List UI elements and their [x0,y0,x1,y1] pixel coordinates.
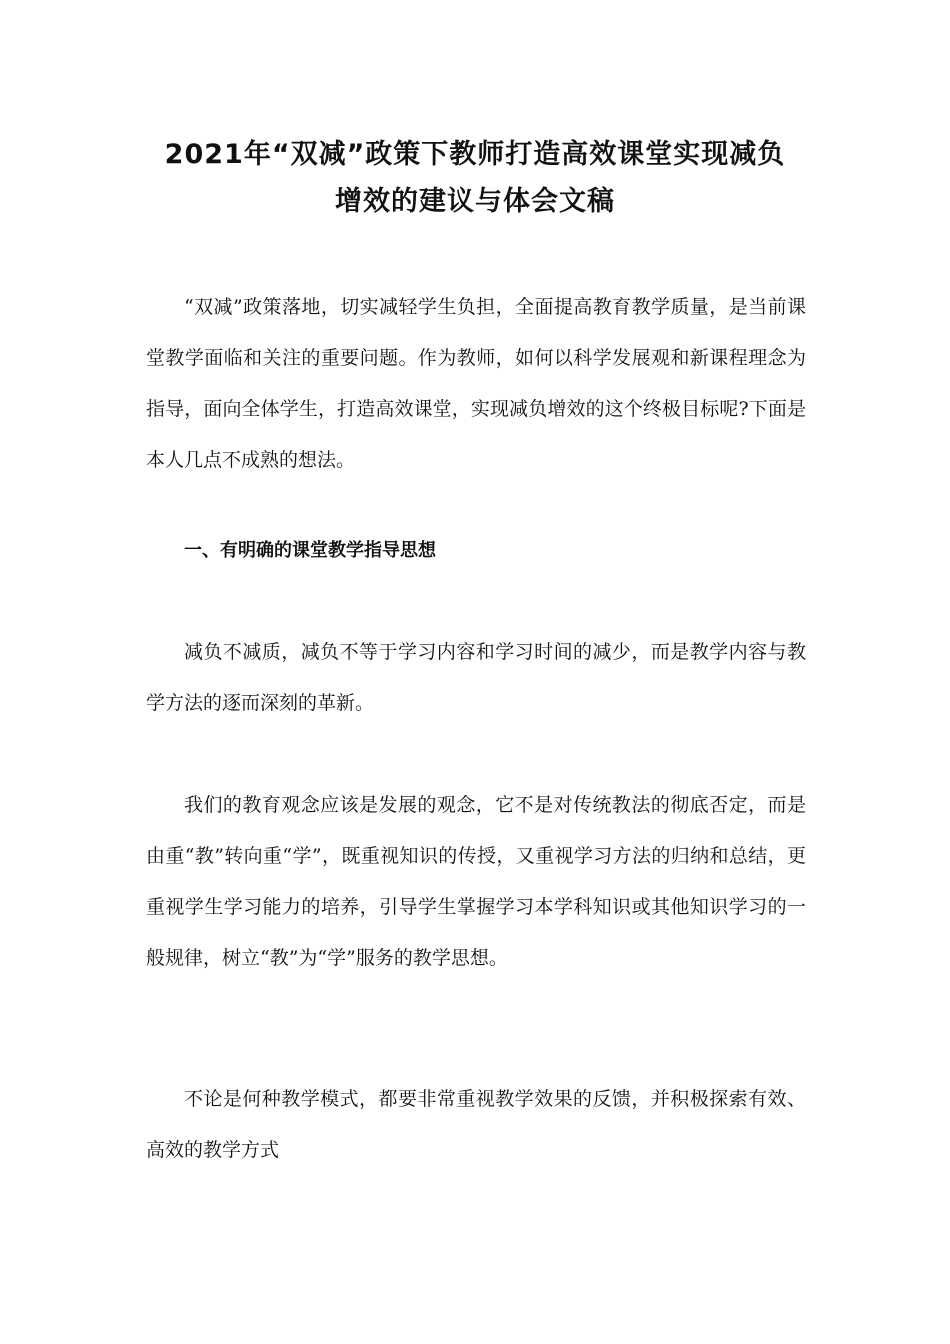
body-paragraph-2: 我们的教育观念应该是发展的观念，它不是对传统教法的彻底否定，而是由重“教”转向重“学”，既重视知识的传授，又重视学习方法的归纳和总结，更重视学生学习能力的培养，引导学生掌握学习本学科知识或其他知识学习的一般规律，树立“教”为“学”服务的教学思想。 [146,794,806,969]
section-heading-1: 一、有明确的课堂教学指导思想 [184,540,436,561]
body-paragraph-3: 不论是何种教学模式，都要非常重视教学效果的反馈，并积极探索有效、高效的教学方式 [146,1088,806,1161]
document-title-line-1: 2021年“双减”政策下教师打造高效课堂实现减负 [164,139,786,170]
intro-paragraph: “双减”政策落地，切实减轻学生负担，全面提高教育教学质量，是当前课堂教学面临和关注的重要问题。作为教师，如何以科学发展观和新课程理念为指导，面向全体学生，打造高效课堂，实现减负增效的这个终极目标呢?下面是本人几点不成熟的想法。 [146,296,806,471]
body-paragraph-1: 减负不减质，减负不等于学习内容和学习时间的减少，而是教学内容与教学方法的逐而深刻的革新。 [146,641,806,714]
document-title-line-2: 增效的建议与体会文稿 [335,186,615,217]
